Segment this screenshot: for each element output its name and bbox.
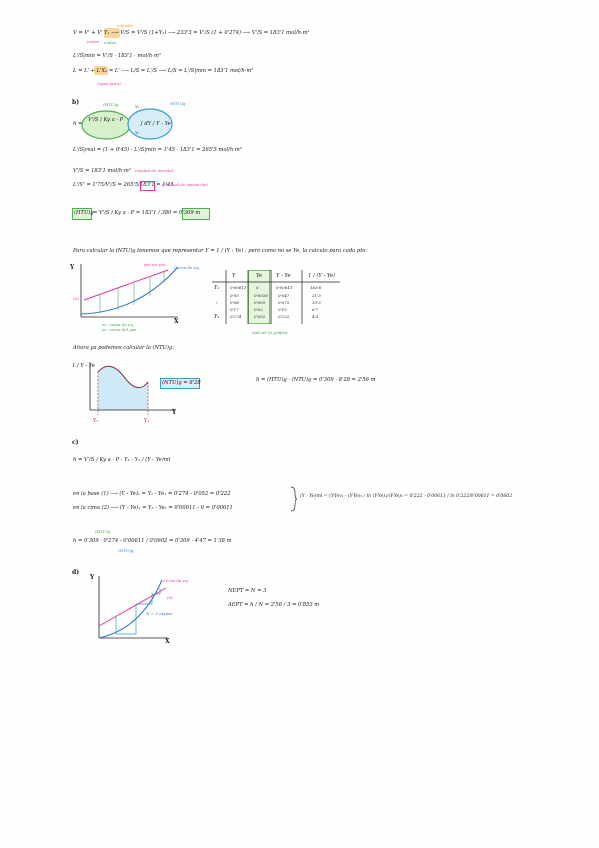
table-note: Sale de la gráfica [252,330,288,335]
g3-n: (n) [167,595,173,600]
eq-d2: AEPT = h / N = 2'56 / 3 = 0'853 m [228,602,320,608]
ntu-intro: Para calcular la (NTU)g tenemos que representar Y = 1 / (Y - Ye) ; pero como no se Ye, la calculo para cada pto: [73,248,368,254]
graph-3 [96,574,186,644]
cell: 163'6 [310,285,322,290]
g3-x: X [165,638,170,645]
g3-curve: Curva de eq. [163,578,189,583]
eq-b3: V'/S = 183'1 mol/h·m² [73,168,131,174]
graph-2 [90,360,200,420]
section-b: b) [72,99,80,106]
cell: 0'052 [254,314,266,319]
ntu-formula: ∫ dY / Y - Ye [140,121,171,127]
g2-intro: Ahora ya podemos calcular la (NTU)g: [73,345,174,351]
graph-1 [78,262,208,332]
cell: 0'005 [254,300,266,305]
htu-tag: (HTU)g [103,102,119,107]
cell: 6'7 [312,307,319,312]
g2-y: 1 / Y - Ye [72,363,95,369]
cell: 0'222 [278,314,290,319]
g2-y1: Y₁ [144,418,150,424]
eq-c1: h = V'/S / Ky a · P · Y₁ - Y₂ / (Y - Ye)ml [73,457,171,463]
cell: 0'0026 [254,293,268,298]
eq-c3: (Y - Ye)ml = (Y-Ye)₁ - (Y-Ye)₂ / ln (Y-Ye)₁/(Y-Ye)₂ = 0'222 - 0'00611 / ln 0'222/0'00611 = 0'0602 [300,494,513,499]
eq-d1: NEPT = N = 3 [228,588,267,594]
htu-formula: V'/S / Ky a · P [88,117,124,123]
b4-note: (cte real de operación) [162,182,209,187]
agua-note: (agua pura) [97,81,121,86]
th-y: Y [232,273,236,279]
g3-y: Y [90,574,95,581]
eq-line-2: L'/S|min = V'/S · 183'1 · mol/h·m² [73,53,161,59]
cell: 21'3 [312,293,321,298]
ntu-box-label: (NTU)g = 8'28 [162,380,201,386]
eq-line-1: V = V' + V' Y₁ ⟶ V/S = V'/S (1+Y₁) ⟶ 233'3 = V'/S (1 + 0'274) ⟶ V'/S = 183'1 mol/h·m² [73,30,310,36]
cell: 0'05 [230,293,239,298]
section-d: d) [72,569,80,576]
cell: 0'00611 [230,285,247,290]
g2-x: Y [172,409,177,416]
row-label: : [216,300,218,306]
g1-curve: Curva de eq. [174,265,200,270]
eq-b5: = V'/S / Ky a · P = 183'1 / 380 = 0'309 m [93,210,201,216]
cell: 0'17 [230,307,239,312]
th-inv: 1 / (Y - Ye) [308,273,335,279]
eq-c4: h = 0'309 · 0'274 - 0'00611 / 0'0602 = 0'309 · 4'47 = 1'38 m [73,538,232,544]
g2-y2: Y₂ [93,418,99,424]
ntu-tag: (NTU)g [170,101,186,106]
g2-result: h = (HTU)g · (NTU)g = 0'309 · 8'28 = 2'56 m [256,377,376,383]
cell: 0'02 [254,307,263,312]
moles-note: moles [87,39,99,44]
cell: 0'047 [278,293,290,298]
cell: 0 [256,285,259,290]
cell: 4'5 [312,314,319,319]
g1-line: pto s/a pto [144,262,166,267]
eq-b4: L'/V' = 1'75/V'/S = 265'5/183'1 = 1'45 [73,182,174,188]
eq-c2a: en la base (1) ⟶ (Y - Ye)₁ = Y₁ - Ye₁ = 0'274 - 0'052 = 0'222 [73,491,231,497]
th-y-ye: Y - Ye [276,273,291,279]
cell: 0'08 [230,300,239,305]
int-lower: Y₂ [135,130,140,135]
htu-box-label: (HTU)g [74,210,94,216]
cell: 0'274 [230,314,242,319]
int-upper: Y₁ [135,104,140,109]
eq-b2: L'/S|real = (1 + 0'45) · L'/S|min = 1'45 · 183'1 = 265'5 mol/h·m² [73,147,242,153]
g1-y: Y [70,264,75,271]
g1-note1: ec. curva de eq. [102,322,135,327]
green-ellipse [81,110,131,140]
cell: 0'075 [278,300,290,305]
c4-bot: (NTU)g [118,548,134,553]
g3-steps: N = 3 etapas [146,611,173,616]
th-ye: Ye [256,273,263,279]
moles-note-green: moles [104,40,116,45]
h-label: h = [73,121,83,127]
row-label: Y₂ [214,285,220,291]
entrada-note: entrada [117,23,133,28]
eq-line-3: L = L' + L'X₂ = L' ⟶ L/S = L'/S ⟶ L/S = L'/S|min = 183'1 mol/h·m² [73,68,254,74]
cell: 0'15 [278,307,287,312]
c4-top: (HTU)g [95,529,111,534]
brace [290,486,298,512]
eq-c2b: en la cima (2) ⟶ (Y - Ye)₂ = Y₂ - Ye₂ = 0'00611 - 0 = 0'00611 [73,505,233,511]
b3-note: (caudal de mezcla) [135,168,174,173]
g1-x: X [174,318,179,325]
cell: 13'3 [312,300,321,305]
row-label: Y₁ [214,314,220,320]
g1-n: (n) [73,296,79,301]
g1-note2: ec. curva del gas [102,327,137,332]
section-c: c) [72,439,79,446]
cell: 0'00611 [276,285,293,290]
